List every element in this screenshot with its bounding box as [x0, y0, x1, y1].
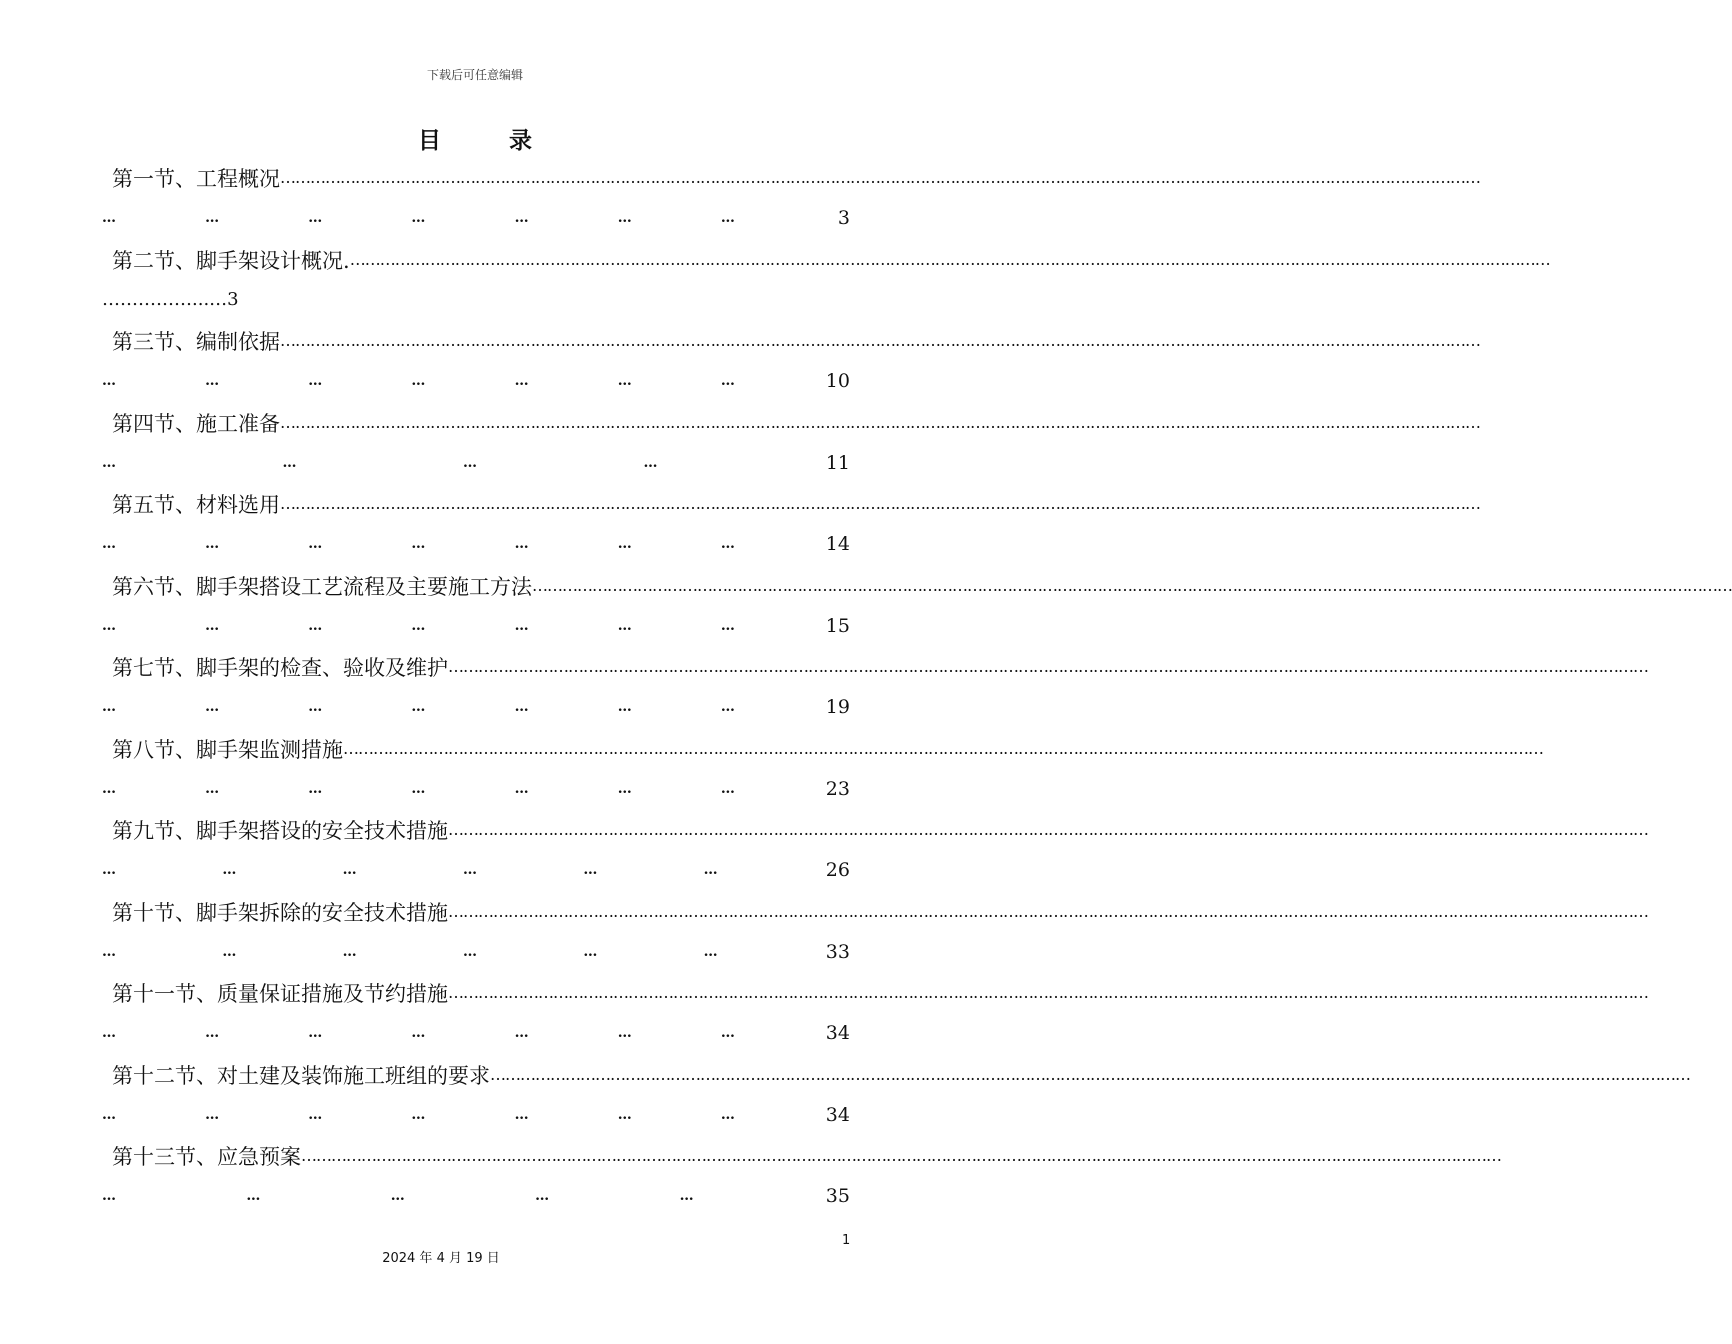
- toc-leader-dots: …: [308, 699, 322, 715]
- toc-leader-dots: ……………………………………………………………………………………………………………………………………………………………………………………………………………………: [280, 331, 1480, 350]
- toc-entry[interactable]: [102, 566, 1732, 648]
- toc-leader-dots: …: [720, 210, 734, 226]
- toc-leader-dots: …: [308, 1025, 322, 1041]
- toc-leader-dots: ……………………………………………………………………………………………………………………………………………………………………………………………………………………: [280, 494, 1480, 513]
- page-number: 1: [842, 1233, 851, 1248]
- toc-leader-dots: …: [102, 210, 115, 226]
- toc-leader-dots: …: [308, 536, 322, 552]
- toc-leader-dots: …: [102, 454, 115, 471]
- toc-entry[interactable]: [102, 240, 1550, 322]
- toc-entry-label: 第十节、脚手架拆除的安全技术措施: [112, 900, 448, 925]
- toc-entry-page-number: 3: [837, 207, 850, 229]
- toc-entry[interactable]: [102, 647, 1648, 729]
- toc-entry-title-line: [102, 973, 1648, 1013]
- toc-entry-title-line: [102, 1055, 1690, 1095]
- toc-entry-page-number: ……………...…3: [102, 289, 239, 310]
- toc-entry-page-number: 35: [825, 1185, 850, 1207]
- toc-leader-dots: …: [390, 1188, 404, 1204]
- toc-leader-dots: …: [102, 1188, 115, 1204]
- toc-leader-dots: …: [222, 943, 236, 960]
- toc-leader-dots: …: [342, 943, 356, 960]
- toc-leader-dots: …: [102, 943, 115, 960]
- toc-leader-dots: …: [411, 373, 425, 389]
- toc-entry[interactable]: [102, 484, 1480, 566]
- toc-leader-dots: …: [411, 699, 425, 715]
- toc-leader-dots: …: [102, 536, 115, 552]
- toc-entry-label: 第九节、脚手架搭设的安全技术措施: [112, 819, 448, 843]
- toc-entry[interactable]: [102, 403, 1480, 485]
- toc-leader-dots: …: [643, 454, 657, 471]
- toc-leader-dots: ……………………………………………………………………………………………………………………………………………………………………………………………………………………: [532, 575, 1732, 595]
- toc-leader-dots: ……………………………………………………………………………………………………………………………………………………………………………………………………………………: [280, 412, 1480, 432]
- toc-entry-label: 第十二节、对土建及装饰施工班组的要求: [112, 1063, 490, 1088]
- toc-leader-dots: …: [246, 1188, 260, 1204]
- toc-leader-dots: ……………………………………………………………………………………………………………………………………………………………………………………………………………………: [490, 1064, 1690, 1084]
- toc-entry-title-line: [102, 647, 1648, 687]
- toc-entry-label: 第十一节、质量保证措施及节约措施: [112, 982, 448, 1006]
- toc-leader-dots: …: [514, 373, 528, 389]
- toc-entry-title-line: [102, 321, 1480, 361]
- toc-entry-title-line: [102, 892, 1648, 932]
- toc-leader-dots: …: [514, 780, 528, 797]
- toc-entry-title-line: [102, 158, 1480, 198]
- toc-leader-dots: …: [617, 1106, 631, 1123]
- toc-leader-dots: …: [583, 862, 597, 878]
- toc-entry-label: 第六节、脚手架搭设工艺流程及主要施工方法: [112, 574, 532, 599]
- toc-entry-page-line: [102, 443, 850, 483]
- toc-leader-dots: …: [205, 1025, 219, 1041]
- toc-leader-dots: …: [205, 210, 219, 226]
- toc-leader-dots: …: [411, 1106, 425, 1123]
- toc-entry-page-number: 34: [825, 1103, 850, 1126]
- toc-leader-dots: …: [720, 699, 734, 715]
- toc-entry[interactable]: [102, 321, 1480, 403]
- toc-leader-dots: …: [720, 536, 734, 552]
- toc-leader-dots: …: [617, 1025, 631, 1041]
- toc-entry[interactable]: [102, 810, 1648, 892]
- toc-leader-dots: …: [205, 617, 219, 634]
- toc-entry-page-number: 11: [825, 451, 850, 474]
- toc-entry-page-line: [102, 1095, 850, 1135]
- toc-entry-page-line: [102, 932, 850, 972]
- toc-leader-dots: …: [308, 1106, 322, 1123]
- toc-entry-label: 第四节、施工准备: [112, 411, 280, 436]
- toc-leader-dots: …: [102, 373, 115, 389]
- toc-entry-label: 第二节、脚手架设计概况.: [112, 248, 350, 273]
- toc-leader-dots: ……………………………………………………………………………………………………………………………………………………………………………………………………………………: [448, 983, 1648, 1002]
- toc-leader-dots: ……………………………………………………………………………………………………………………………………………………………………………………………………………………: [280, 168, 1480, 187]
- toc-leader-dots: …: [205, 1106, 219, 1123]
- toc-leader-dots: …: [617, 699, 631, 715]
- toc-entry[interactable]: [102, 1136, 1501, 1218]
- toc-leader-dots: …: [462, 862, 476, 878]
- toc-leader-dots: …: [411, 617, 425, 634]
- toc-entry-page-line: [102, 606, 850, 646]
- toc-leader-dots: …: [679, 1188, 693, 1204]
- toc-leader-dots: …: [411, 536, 425, 552]
- toc-entry-title-line: [102, 729, 1543, 769]
- toc-leader-dots: …: [222, 862, 236, 878]
- toc-leader-dots: …: [462, 943, 476, 960]
- toc-leader-dots: …: [703, 943, 717, 960]
- toc-leader-dots: …: [102, 699, 115, 715]
- toc-entry-label: 第一节、工程概况: [112, 167, 280, 191]
- toc-entry-title-line: [102, 403, 1480, 443]
- table-of-contents: [102, 158, 1732, 1218]
- toc-leader-dots: …: [703, 862, 717, 878]
- toc-entry-page-number: 15: [825, 614, 850, 637]
- toc-leader-dots: …: [282, 454, 296, 471]
- toc-leader-dots: …: [617, 617, 631, 634]
- toc-entry-page-line: [102, 1176, 850, 1216]
- toc-entry-label: 第五节、材料选用: [112, 493, 280, 517]
- toc-leader-dots: …: [617, 373, 631, 389]
- toc-leader-dots: …: [102, 862, 115, 878]
- toc-leader-dots: …: [102, 617, 115, 634]
- toc-leader-dots: …: [617, 536, 631, 552]
- toc-leader-dots: …: [411, 780, 425, 797]
- toc-entry-page-line: [102, 361, 850, 401]
- toc-leader-dots: …: [342, 862, 356, 878]
- toc-leader-dots: …: [720, 1025, 734, 1041]
- toc-leader-dots: …: [205, 373, 219, 389]
- toc-entry-label: 第八节、脚手架监测措施: [112, 737, 343, 762]
- toc-leader-dots: …: [308, 780, 322, 797]
- toc-entry-page-number: 14: [825, 533, 850, 555]
- toc-leader-dots: …: [102, 1106, 115, 1123]
- toc-leader-dots: ……………………………………………………………………………………………………………………………………………………………………………………………………………………: [301, 1146, 1501, 1165]
- toc-entry-page-number: 19: [825, 696, 850, 718]
- page-title: 目 录: [417, 127, 562, 154]
- toc-leader-dots: ……………………………………………………………………………………………………………………………………………………………………………………………………………………: [448, 901, 1648, 921]
- toc-leader-dots: …: [205, 536, 219, 552]
- toc-leader-dots: …: [617, 210, 631, 226]
- toc-entry-page-line: [102, 769, 850, 809]
- toc-entry-page-line: [102, 198, 850, 238]
- toc-leader-dots: …: [411, 1025, 425, 1041]
- toc-leader-dots: ……………………………………………………………………………………………………………………………………………………………………………………………………………………: [349, 249, 1550, 269]
- toc-entry-page-number: 34: [825, 1022, 850, 1044]
- toc-leader-dots: …: [514, 617, 528, 634]
- toc-entry-title-line: [102, 484, 1480, 524]
- toc-leader-dots: …: [514, 1106, 528, 1123]
- toc-leader-dots: …: [514, 1025, 528, 1041]
- toc-leader-dots: …: [514, 536, 528, 552]
- toc-leader-dots: …: [463, 454, 476, 471]
- toc-entry-title-line: [102, 1136, 1501, 1176]
- toc-entry-page-number: 23: [825, 777, 850, 800]
- toc-leader-dots: …: [205, 699, 219, 715]
- toc-entry-label: 第七节、脚手架的检查、验收及维护: [112, 656, 448, 680]
- toc-leader-dots: …: [102, 1025, 115, 1041]
- toc-entry[interactable]: [102, 892, 1648, 974]
- toc-entry-label: 第十三节、应急预案: [112, 1145, 301, 1169]
- toc-leader-dots: …: [411, 210, 425, 226]
- toc-entry[interactable]: [102, 973, 1648, 1055]
- toc-leader-dots: ……………………………………………………………………………………………………………………………………………………………………………………………………………………: [343, 738, 1543, 758]
- toc-entry-page-number: 26: [825, 859, 850, 881]
- toc-leader-dots: …: [583, 943, 597, 960]
- toc-entry[interactable]: [102, 729, 1543, 811]
- toc-leader-dots: …: [535, 1188, 549, 1204]
- toc-leader-dots: …: [205, 780, 219, 797]
- toc-entry-page-line: [102, 524, 850, 564]
- toc-entry-page-number: 33: [825, 940, 850, 963]
- toc-leader-dots: …: [308, 617, 322, 634]
- toc-leader-dots: …: [308, 373, 322, 389]
- toc-leader-dots: …: [720, 373, 734, 389]
- toc-leader-dots: …: [308, 210, 322, 226]
- toc-leader-dots: …: [720, 617, 734, 634]
- toc-entry-label: 第三节、编制依据: [112, 330, 280, 354]
- toc-entry-page-line: [102, 687, 850, 727]
- toc-entry[interactable]: [102, 158, 1480, 240]
- toc-leader-dots: …: [720, 780, 734, 797]
- toc-entry-page-line: [102, 1013, 850, 1053]
- toc-entry[interactable]: [102, 1055, 1690, 1137]
- toc-entry-title-line: [102, 240, 1550, 280]
- toc-entry-page-number: 10: [825, 370, 850, 392]
- toc-entry-page-line: [102, 280, 850, 320]
- toc-leader-dots: …: [514, 210, 528, 226]
- toc-entry-page-line: [102, 850, 850, 890]
- toc-leader-dots: …: [514, 699, 528, 715]
- toc-leader-dots: ……………………………………………………………………………………………………………………………………………………………………………………………………………………: [448, 657, 1648, 676]
- toc-leader-dots: …: [102, 780, 115, 797]
- toc-entry-title-line: [102, 566, 1732, 606]
- toc-entry-title-line: [102, 810, 1648, 850]
- toc-leader-dots: …: [617, 780, 631, 797]
- toc-leader-dots: ……………………………………………………………………………………………………………………………………………………………………………………………………………………: [448, 820, 1648, 839]
- toc-leader-dots: …: [720, 1106, 734, 1123]
- page-header: 下载后可任意编辑: [426, 68, 523, 82]
- footer-date: 2024 年 4 月 19 日: [382, 1251, 500, 1266]
